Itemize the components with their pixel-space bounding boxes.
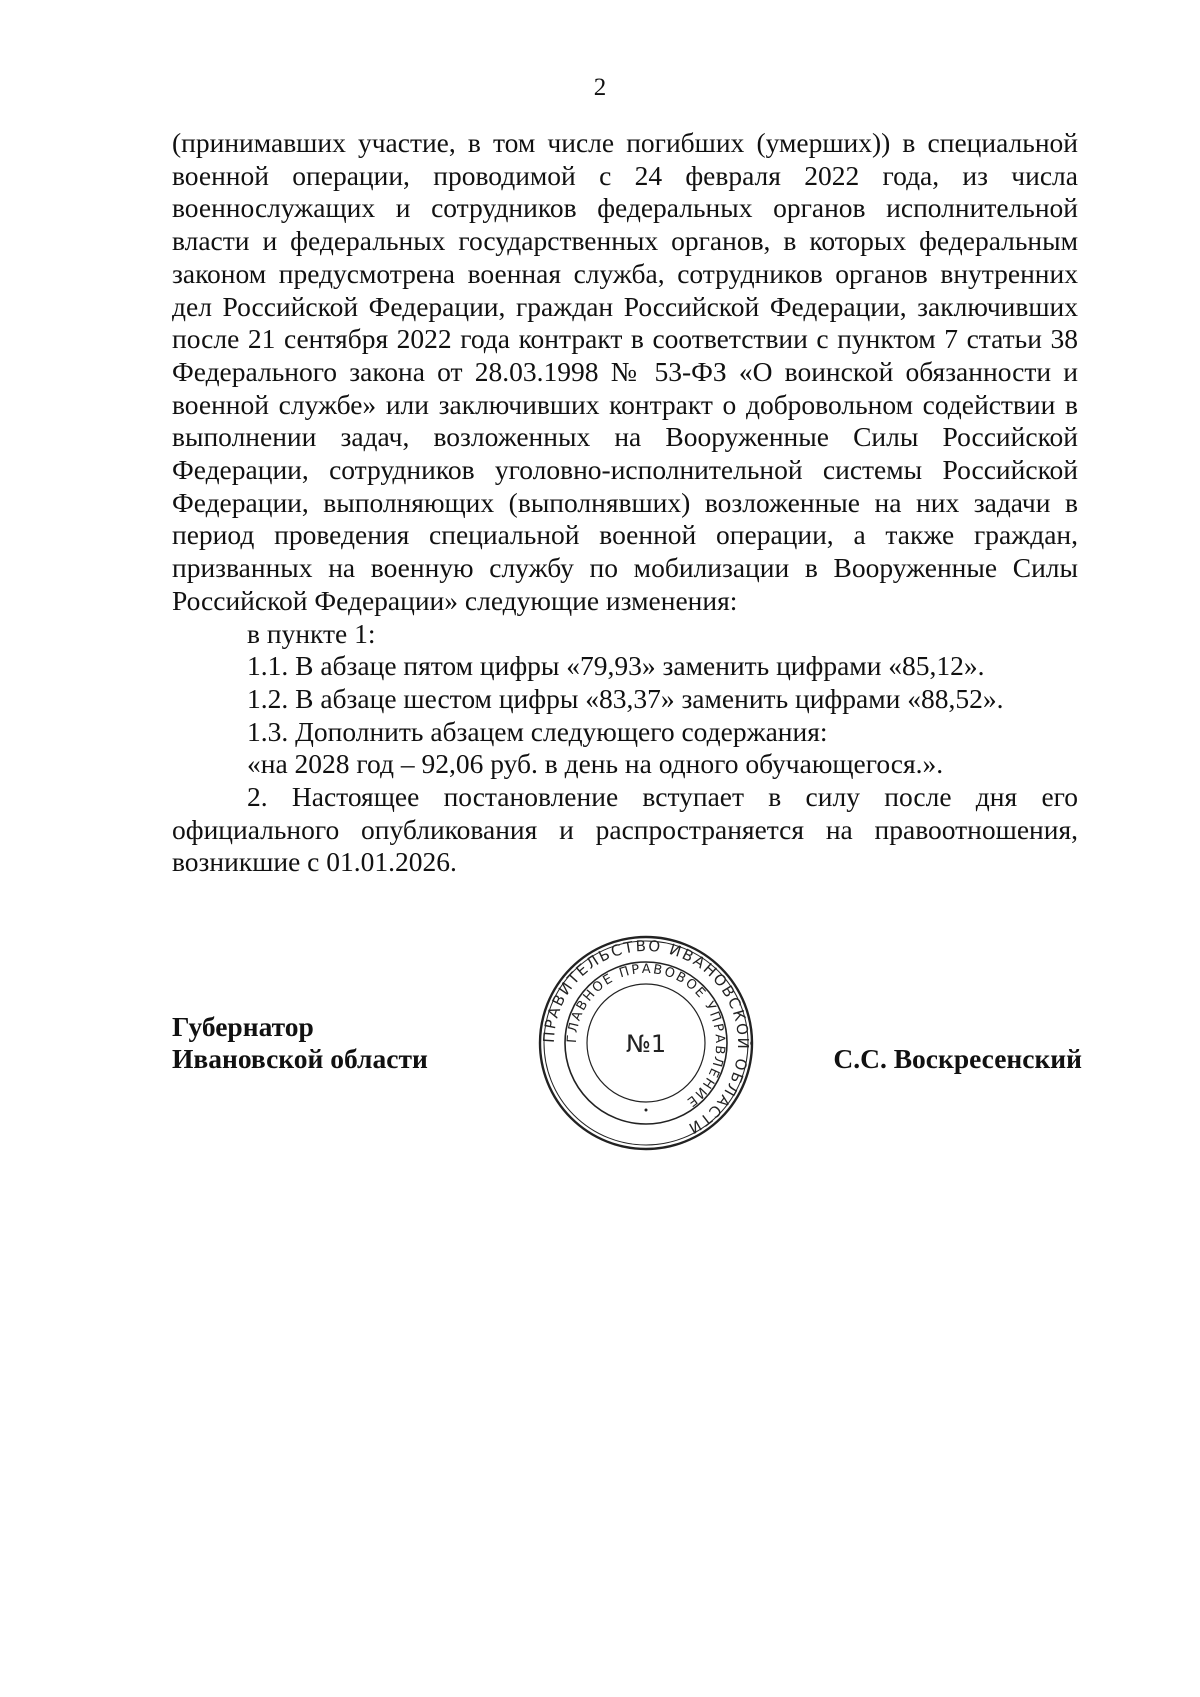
- stamp-number: №1: [625, 1030, 667, 1058]
- paragraph-1-2: 1.2. В абзаце шестом цифры «83,37» заменить цифрами «88,52».: [247, 682, 1004, 714]
- stamp-inner-textpath: ГЛАВНОЕ ПРАВОВОЕ УПРАВЛЕНИЕ: [564, 961, 728, 1111]
- paragraph-continuation: (принимавших участие, в том числе погибших (умерших)) в специальной военной операции, проводимой с 24 февраля 2022 года, из числа военнослужащих и сотрудников федеральных органов исполнительной власти и федеральных государственных органов, в которых федеральным законом предусмотрена военная служба, сотрудников органов внутренних дел Российской Федерации, граждан Российской Федерации, заключивших после 21 сентября 2022 года контракт в соответствии с пунктом 7 статьи 38 Федерального закона от 28.03.1998 № 53-ФЗ «О воинской обязанности и военной службе» или заключивших контракт о добровольном содействии в выполнении задач, возложенных на Вооруженные Силы Российской Федерации, сотрудников уголовно-исполнительной системы Российской Федерации, выполняющих (выполнявших) возложенные на них задачи в период проведения специальной военной операции, а также граждан, призванных на военную службу по мобилизации в Вооруженные Силы Российской Федерации» следующие изменения:: [172, 127, 1078, 616]
- paragraph-2: 2. Настоящее постановление вступает в силу после дня его официального опубликования и распространяется на правоотношения, возникшие с 01.01.2026.: [172, 781, 1078, 878]
- paragraph-added-text: «на 2028 год – 92,06 руб. в день на одного обучающегося.».: [247, 748, 944, 780]
- document-body: [172, 127, 1078, 879]
- stamp-outer-textpath: ПРАВИТЕЛЬСТВО ИВАНОВСКОЙ ОБЛАСТИ: [539, 936, 753, 1139]
- stamp-center-dot: [645, 1109, 648, 1112]
- page-number: 2: [593, 74, 607, 101]
- signatory-title-line2: Ивановской области: [172, 1043, 428, 1074]
- paragraph-1-1: 1.1. В абзаце пятом цифры «79,93» заменить цифрами «85,12».: [247, 650, 985, 682]
- signatory-title: [172, 1011, 428, 1075]
- signatory-name: С.С. Воскресенский: [833, 1043, 1082, 1074]
- paragraph-point-1-intro: в пункте 1:: [247, 617, 376, 649]
- signatory-title-line1: Губернатор: [172, 1011, 314, 1042]
- official-stamp-icon: [537, 934, 755, 1152]
- paragraph-1-3: 1.3. Дополнить абзацем следующего содержания:: [247, 715, 828, 747]
